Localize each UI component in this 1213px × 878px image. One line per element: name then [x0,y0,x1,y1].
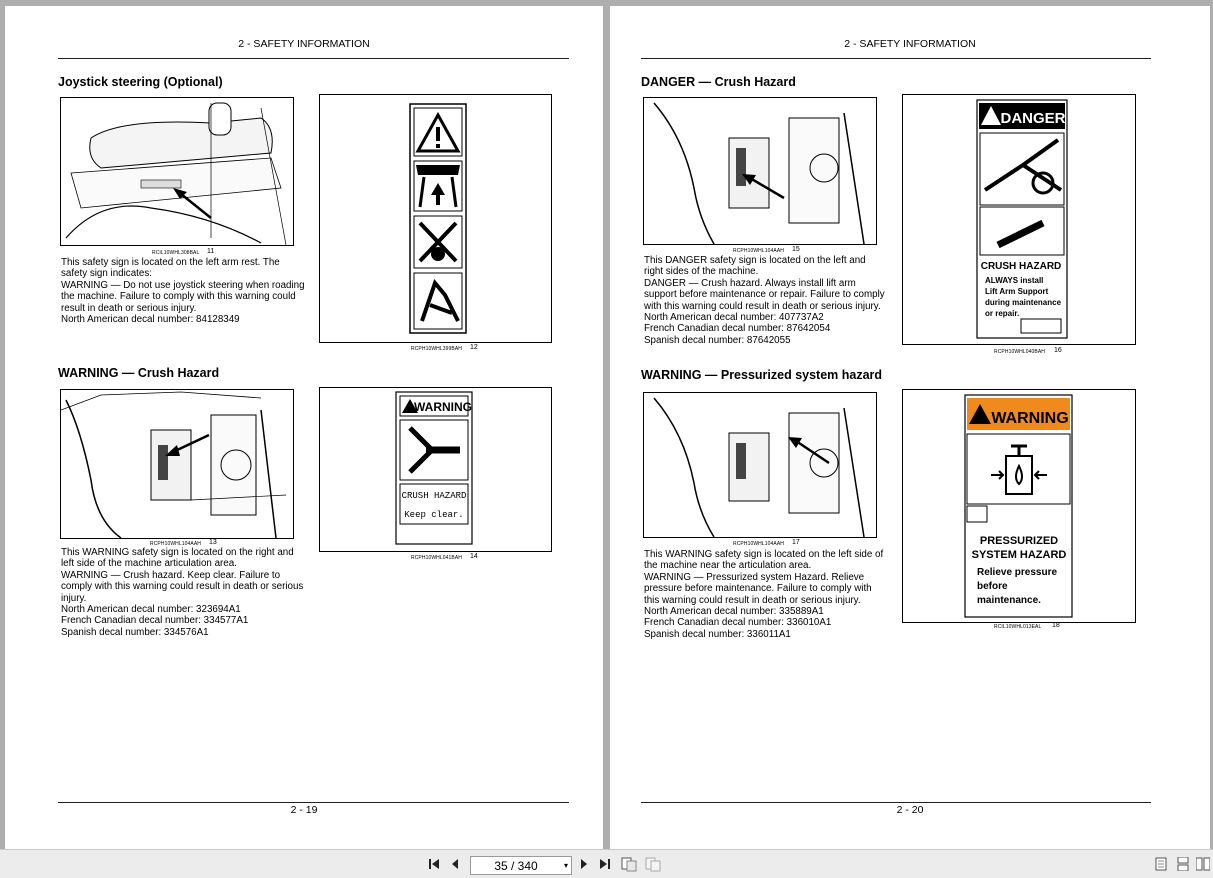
chevron-down-icon[interactable]: ▾ [563,861,568,870]
page-indicator[interactable]: 35 / 340 [494,858,538,873]
section-text: This WARNING safety sign is located on the left side of the machine near the articulation area. WARNING — Pressurized system Hazard. Relieve pressure before maintenance. Failure to comply with this warning could result in death or serious injury. North American decal number: 335889A1 French Canadian decal number: 336010A1 Spanish decal number: 336011A1 [644,549,884,640]
prev-page-icon[interactable] [447,856,463,872]
decal-line: during maintenance [985,298,1062,307]
decal-line: CRUSH HAZARD [401,491,467,501]
continuous-view-icon[interactable] [1175,856,1191,872]
decal-header: DANGER [1000,110,1066,127]
page-number: 2 - 20 [896,804,924,816]
page-header: 2 - SAFETY INFORMATION [844,38,976,50]
figure-number: 16 [1054,347,1062,354]
decal-line: Lift Arm Support [985,287,1049,296]
decal-header: WARNING [414,400,472,414]
footer-rule [641,802,1151,803]
section-title: Joystick steering (Optional) [58,75,223,89]
decal-title: CRUSH HAZARD [980,261,1062,272]
single-page-view-icon[interactable] [1153,856,1169,872]
section-title: WARNING — Pressurized system hazard [641,368,883,382]
page-number: 2 - 19 [290,804,318,816]
figure-caption: RCPH10WHL104AAH [150,541,201,547]
viewer-toolbar [0,849,1213,878]
footer-rule [58,802,569,803]
section-text: This DANGER safety sign is located on the left and right sides of the machine. DANGER — Crush hazard. Always install lift arm support before maintenance or repair. Failure to comply with this warning could result in death or serious injury. North American decal number: 407737A2 French Canadian decal number: 87642054 Spanish decal number: 87642055 [644,255,885,346]
figure-caption: RCPH10WHL104AAH [733,248,784,254]
fit-width-icon[interactable] [645,856,661,872]
figure-caption: RCPH10WHL104AAH [733,541,784,547]
figure-number: 17 [792,539,800,546]
decal-header: WARNING [991,410,1069,427]
decal-line: Relieve pressure [977,567,1058,578]
section-text: This WARNING safety sign is located on the right and left side of the machine articulation area. WARNING — Crush hazard. Keep clear. Failure to comply with this warning could result in death or serious injury. North American decal number: 323694A1 French Canadian decal number: 334577A1 Spanish decal number: 334576A1 [61,547,304,638]
danger-crush-decal [902,94,1136,345]
figure-caption: RCPH10WHL040BAH [994,349,1045,355]
crush-warning-decal [319,387,552,552]
figure-number: 11 [207,248,215,255]
page-header: 2 - SAFETY INFORMATION [238,38,370,50]
section-text: This safety sign is located on the left arm rest. The safety sign indicates: WARNING — Do not use joystick steering when roading the machine. Failure to comply with this warning could result in death or serious injury. North American decal number: 84128349 [61,257,305,326]
header-rule [641,58,1151,59]
figure-number: 12 [470,344,478,351]
figure-number: 15 [792,246,800,253]
right-page [610,6,1210,849]
page-number-field[interactable] [470,856,572,875]
decal-title: SYSTEM HAZARD [971,549,1067,561]
decal-line: maintenance. [977,595,1041,606]
next-page-icon[interactable] [576,856,592,872]
decal-line: ALWAYS install [985,276,1044,285]
figure-caption: RCIL10WHL308BAL [152,250,200,256]
figure-number: 13 [209,539,217,546]
figure-caption: RCIL10WHL013EAL [994,624,1042,630]
left-page [5,6,603,849]
figure-number: 14 [470,553,478,560]
two-page-view-icon[interactable] [1195,856,1211,872]
crush-danger-photo [643,97,877,245]
fit-page-icon[interactable] [621,856,637,872]
decal-title: PRESSURIZED [979,535,1059,547]
decal-line: before [977,581,1008,592]
joystick-decal [319,94,552,343]
decal-line: Keep clear. [404,510,464,520]
articulation-photo [60,389,294,539]
joystick-photo [60,97,294,246]
section-title: DANGER — Crush Hazard [641,75,796,89]
figure-number: 18 [1052,622,1060,629]
figure-caption: RCPH10WHL041BAH [411,555,462,561]
header-rule [58,58,569,59]
first-page-icon[interactable] [426,856,442,872]
last-page-icon[interactable] [597,856,613,872]
section-title: WARNING — Crush Hazard [58,366,220,380]
decal-line: or repair. [985,309,1020,318]
pressurized-photo [643,392,877,538]
figure-caption: RCPH10WHL399BAH [411,346,462,352]
pressurized-warning-decal [902,389,1136,623]
